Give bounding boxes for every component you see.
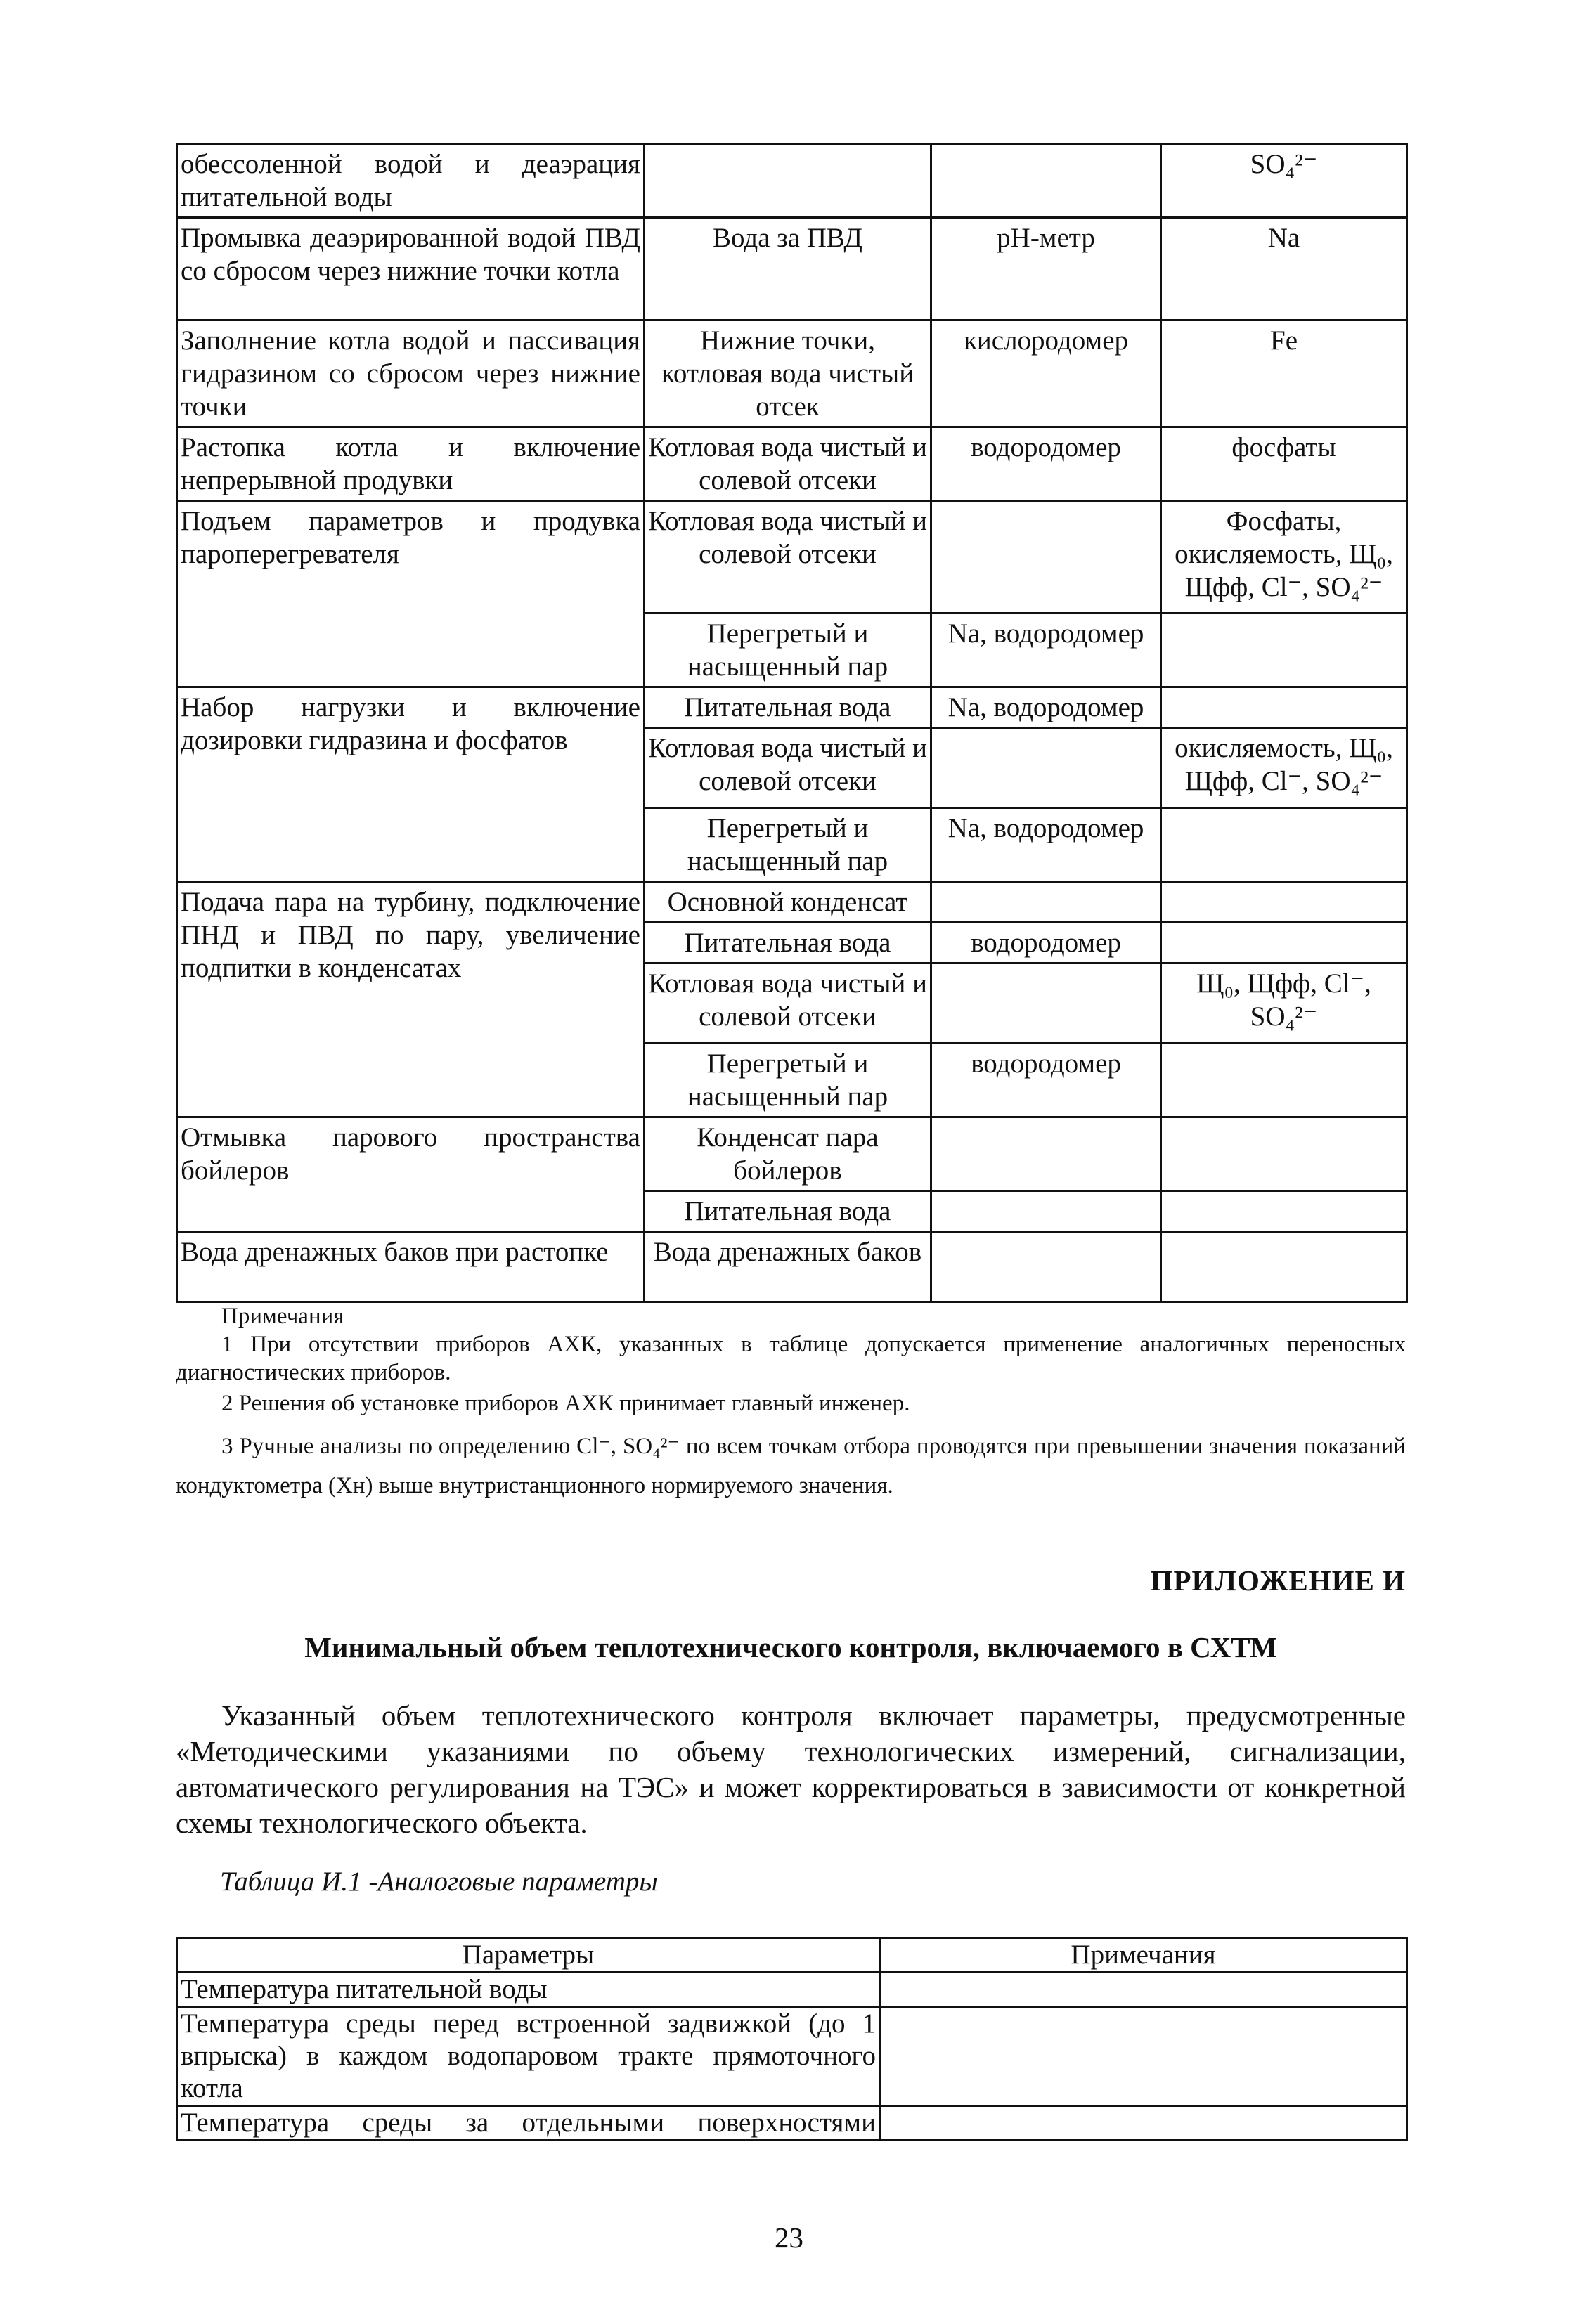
medium-cell: Котловая вода чистый и солевой отсеки bbox=[645, 728, 931, 808]
appendix-label: ПРИЛОЖЕНИЕ И bbox=[1150, 1564, 1406, 1597]
manual-analysis-cell: окисляемость, Щ₀, Щфф, Cl⁻, SO₄²⁻ bbox=[1161, 728, 1407, 808]
parameter-cell: Температура среды перед встроенной задвижкой (до 1 впрыска) в каждом водопаровом тракте прямоточного котла bbox=[177, 2007, 880, 2106]
parameter-cell: Температура питательной воды bbox=[177, 1973, 880, 2007]
medium-cell: Котловая вода чистый и солевой отсеки bbox=[645, 501, 931, 614]
table-row bbox=[177, 427, 1407, 501]
manual-analysis-cell bbox=[1161, 808, 1407, 882]
note-1: 1 При отсутствии приборов АХК, указанных в таблице допускается применение аналогичных переносных диагностических приборов. bbox=[176, 1332, 1406, 1385]
device-cell: pH-метр bbox=[931, 218, 1161, 320]
manual-analysis-cell bbox=[1161, 1232, 1407, 1302]
medium-cell: Котловая вода чистый и солевой отсеки bbox=[645, 963, 931, 1044]
table-row bbox=[177, 218, 1407, 320]
table-caption: Таблица И.1 -Аналоговые параметры bbox=[220, 1867, 658, 1897]
manual-analysis-cell: Фосфаты, окисляемость, Щ₀, Щфф, Cl⁻, SO₄²⁻ bbox=[1161, 501, 1407, 614]
manual-analysis-cell: Fe bbox=[1161, 320, 1407, 427]
medium-cell: Питательная вода bbox=[645, 1191, 931, 1232]
table-header-row bbox=[177, 1938, 1407, 1973]
device-cell bbox=[931, 1232, 1161, 1302]
table-row bbox=[177, 320, 1407, 427]
column-header-notes: Примечания bbox=[880, 1938, 1407, 1973]
stage-cell: обессоленной водой и деаэрация питательной воды bbox=[177, 144, 645, 218]
device-cell bbox=[931, 501, 1161, 614]
notes-title: Примечания bbox=[221, 1304, 344, 1329]
parameter-cell: Температура среды за отдельными поверхностями bbox=[177, 2106, 880, 2141]
note-2: 2 Решения об установке приборов АХК принимает главный инженер. bbox=[221, 1391, 910, 1416]
table-row bbox=[177, 1973, 1407, 2007]
medium-cell bbox=[645, 144, 931, 218]
medium-cell: Питательная вода bbox=[645, 687, 931, 728]
column-header-parameters: Параметры bbox=[177, 1938, 880, 1973]
table-row bbox=[177, 882, 1407, 923]
medium-cell: Котловая вода чистый и солевой отсеки bbox=[645, 427, 931, 501]
stage-cell: Подача пара на турбину, подключение ПНД и ПВД по пару, увеличение подпитки в конденсатах bbox=[177, 882, 645, 1117]
device-cell: Na, водородомер bbox=[931, 808, 1161, 882]
manual-analysis-cell bbox=[1161, 614, 1407, 687]
device-cell bbox=[931, 882, 1161, 923]
table-row bbox=[177, 144, 1407, 218]
medium-cell: Питательная вода bbox=[645, 923, 931, 963]
chemical-control-table bbox=[176, 143, 1408, 1303]
device-cell bbox=[931, 728, 1161, 808]
note-3: 3 Ручные анализы по определению Cl⁻, SO₄²⁻ по всем точкам отбора проводятся при превышении значения показаний кондуктометра (Хн) выше внутристанционного нормируемого значения. bbox=[176, 1434, 1406, 1498]
table-row bbox=[177, 1232, 1407, 1302]
manual-analysis-cell bbox=[1161, 687, 1407, 728]
stage-cell: Подъем параметров и продувка пароперегревателя bbox=[177, 501, 645, 687]
medium-cell: Перегретый и насыщенный пар bbox=[645, 1044, 931, 1117]
device-cell bbox=[931, 144, 1161, 218]
manual-analysis-cell: Щ₀, Щфф, Cl⁻, SO₄²⁻ bbox=[1161, 963, 1407, 1044]
medium-cell: Основной конденсат bbox=[645, 882, 931, 923]
device-cell: водородомер bbox=[931, 1044, 1161, 1117]
medium-cell: Нижние точки, котловая вода чистый отсек bbox=[645, 320, 931, 427]
stage-cell: Набор нагрузки и включение дозировки гидразина и фосфатов bbox=[177, 687, 645, 882]
manual-analysis-cell bbox=[1161, 1117, 1407, 1191]
medium-cell: Вода за ПВД bbox=[645, 218, 931, 320]
stage-cell: Заполнение котла водой и пассивация гидразином со сбросом через нижние точки bbox=[177, 320, 645, 427]
note-cell bbox=[880, 2106, 1407, 2141]
note-cell bbox=[880, 2007, 1407, 2106]
table-row bbox=[177, 501, 1407, 614]
stage-cell: Промывка деаэрированной водой ПВД со сбросом через нижние точки котла bbox=[177, 218, 645, 320]
device-cell: Na, водородомер bbox=[931, 687, 1161, 728]
device-cell: Na, водородомер bbox=[931, 614, 1161, 687]
device-cell bbox=[931, 1191, 1161, 1232]
manual-analysis-cell bbox=[1161, 882, 1407, 923]
device-cell bbox=[931, 1117, 1161, 1191]
table-row bbox=[177, 2106, 1407, 2141]
device-cell: кислородомер bbox=[931, 320, 1161, 427]
manual-analysis-cell bbox=[1161, 1191, 1407, 1232]
manual-analysis-cell: SO₄²⁻ bbox=[1161, 144, 1407, 218]
medium-cell: Конденсат пара бойлеров bbox=[645, 1117, 931, 1191]
manual-analysis-cell: фосфаты bbox=[1161, 427, 1407, 501]
stage-cell: Вода дренажных баков при растопке bbox=[177, 1232, 645, 1302]
device-cell: водородомер bbox=[931, 923, 1161, 963]
table-row bbox=[177, 1117, 1407, 1191]
manual-analysis-cell bbox=[1161, 923, 1407, 963]
appendix-paragraph: Указанный объем теплотехнического контроля включает параметры, предусмотренные «Методическими указаниями по объему технологических измерений, сигнализации, автоматического регулирования на ТЭС» и может корректироваться в зависимости от конкретной схемы технологического объекта. bbox=[176, 1699, 1406, 1839]
note-cell bbox=[880, 1973, 1407, 2007]
medium-cell: Перегретый и насыщенный пар bbox=[645, 808, 931, 882]
stage-cell: Отмывка парового пространства бойлеров bbox=[177, 1117, 645, 1232]
manual-analysis-cell bbox=[1161, 1044, 1407, 1117]
manual-analysis-cell: Na bbox=[1161, 218, 1407, 320]
page-number: 23 bbox=[775, 2221, 803, 2254]
appendix-heading: Минимальный объем теплотехнического контроля, включаемого в СХТМ bbox=[304, 1631, 1277, 1663]
stage-cell: Растопка котла и включение непрерывной продувки bbox=[177, 427, 645, 501]
device-cell: водородомер bbox=[931, 427, 1161, 501]
device-cell bbox=[931, 963, 1161, 1044]
medium-cell: Вода дренажных баков bbox=[645, 1232, 931, 1302]
medium-cell: Перегретый и насыщенный пар bbox=[645, 614, 931, 687]
analog-parameters-table bbox=[176, 1937, 1408, 2141]
table-row bbox=[177, 687, 1407, 728]
table-row bbox=[177, 2007, 1407, 2106]
